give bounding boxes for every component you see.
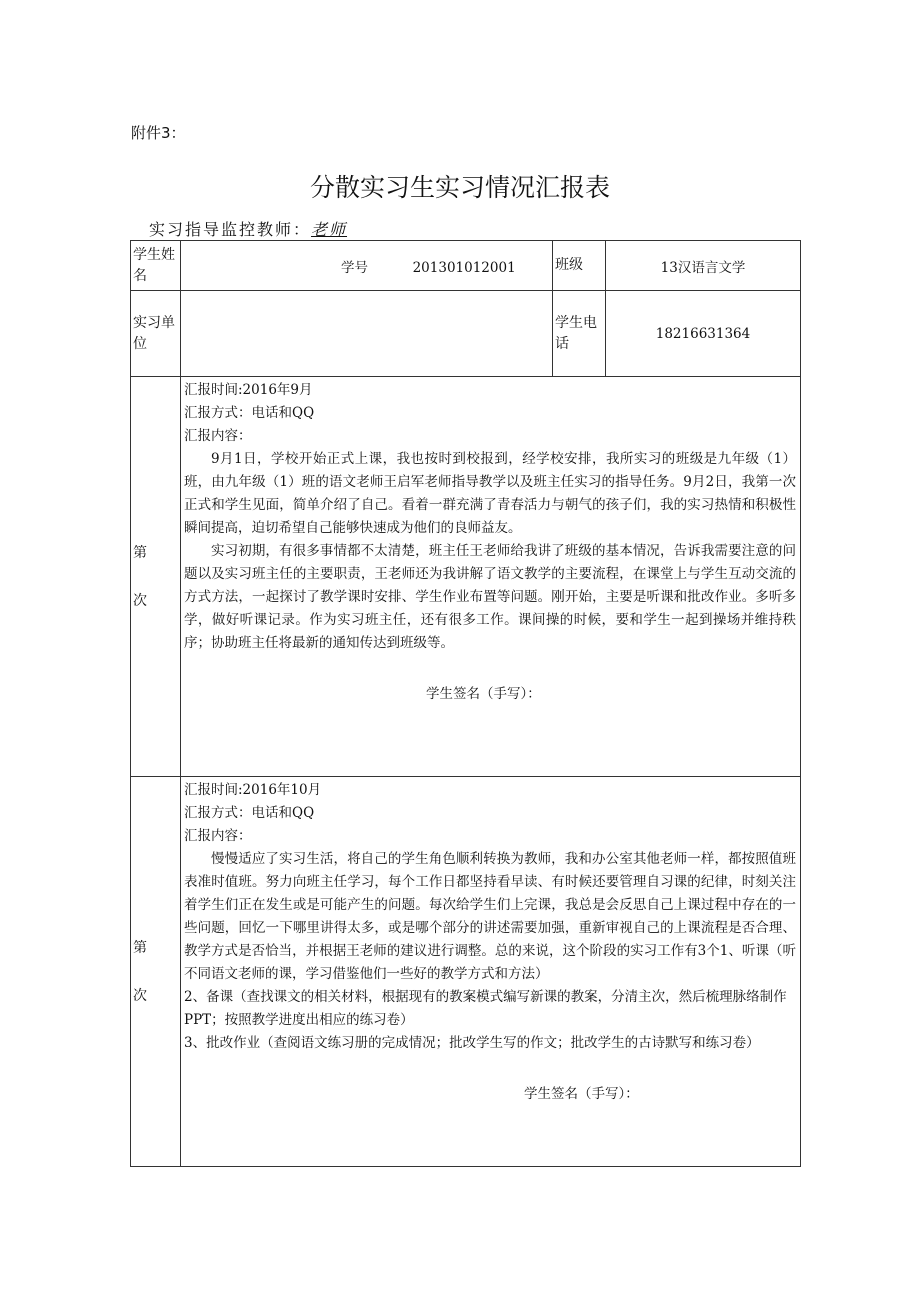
report-1-label (131, 377, 181, 777)
report-1-content (181, 377, 801, 777)
class-value: 13汉语言文学 (606, 241, 801, 291)
report-2-method: 汇报方式：电话和QQ (184, 805, 315, 821)
report-2-content (181, 777, 801, 1167)
supervisor-name: 老师 (311, 220, 348, 239)
report-1-signature: 学生签名（手写）： (426, 686, 541, 702)
report-1-label-line2: 次 (133, 592, 147, 609)
student-name-label: 学生姓名 (131, 241, 181, 291)
student-id-cell (181, 241, 553, 291)
student-phone-value: 18216631364 (606, 291, 801, 377)
report-2-label (131, 777, 181, 1167)
report-2-signature: 学生签名（手写）： (524, 1086, 639, 1102)
report-2-label-line2: 次 (133, 987, 147, 1004)
report-1-method: 汇报方式：电话和QQ (184, 405, 315, 421)
internship-unit-value (181, 291, 553, 377)
student-id-value: 201301012001 (412, 259, 516, 276)
attachment-label: 附件3： (131, 124, 186, 142)
report-2-label-line1: 第 (133, 939, 147, 956)
report-2-time: 汇报时间:2016年10月 (184, 782, 322, 798)
report-2-item-2: 2、备课（查找课文的相关材料，根据现有的教案模式编写新课的教案，分清主次，然后梳理脉络制作PPT；按照教学进度出相应的练习卷） (184, 989, 787, 1028)
report-1-label-line1: 第 (133, 544, 147, 561)
report-2-paragraph-1: 慢慢适应了实习生活，将自己的学生角色顺利转换为教师，我和办公室其他老师一样，都按照值班表准时值班。努力向班主任学习，每个工作日都坚持看早读、有时候还要管理自习课的纪律，时刻关注着学生们正在发生或是可能产生的问题。每次给学生们上完课，我总是会反思自己上课过程中存在的一些问题，回忆一下哪里讲得太多，或是哪个部分的讲述需要加强，重新审视自己的上课流程是否合理、教学方式是否恰当，并根据王老师的建议进行调整。总的来说，这个阶段的实习工作有3个1、听课（听不同语文老师的课，学习借鉴他们一些好的教学方式和方法） (184, 851, 796, 982)
supervisor-line (149, 217, 347, 240)
student-id-label: 学号 (341, 259, 368, 276)
internship-unit-label: 实习单位 (131, 291, 181, 377)
supervisor-label: 实习指导监控教师： (149, 220, 312, 239)
report-2-content-label: 汇报内容： (184, 828, 252, 844)
class-label: 班级 (553, 241, 606, 291)
page-title: 分散实习生实习情况汇报表 (309, 173, 610, 202)
report-1-content-label: 汇报内容： (184, 428, 252, 444)
report-form-table (130, 240, 801, 1167)
report-1-time: 汇报时间:2016年9月 (184, 382, 313, 398)
report-1-paragraph-1: 9月1日，学校开始正式上课，我也按时到校报到，经学校安排，我所实习的班级是九年级（1）班，由九年级（1）班的语文老师王启军老师指导教学以及班主任实习的指导任务。9月2日，我第一次正式和学生见面，简单介绍了自己。看着一群充满了青春活力与朝气的孩子们，我的实习热情和积极性瞬间提高，迫切希望自己能够快速成为他们的良师益友。 (184, 451, 796, 536)
report-2-item-3: 3、批改作业（查阅语文练习册的完成情况；批改学生写的作文；批改学生的古诗默写和练习卷） (184, 1035, 760, 1051)
report-1-paragraph-2: 实习初期，有很多事情都不太清楚，班主任王老师给我讲了班级的基本情况，告诉我需要注意的问题以及实习班主任的主要职责，王老师还为我讲解了语文教学的主要流程，在课堂上与学生互动交流的方式方法，一起探讨了教学课时安排、学生作业布置等问题。刚开始，主要是听课和批改作业。多听多学，做好听课记录。作为实习班主任，还有很多工作。课间操的时候，要和学生一起到操场并维持秩序；协助班主任将最新的通知传达到班级等。 (184, 543, 796, 651)
student-phone-label: 学生电话 (553, 291, 606, 377)
